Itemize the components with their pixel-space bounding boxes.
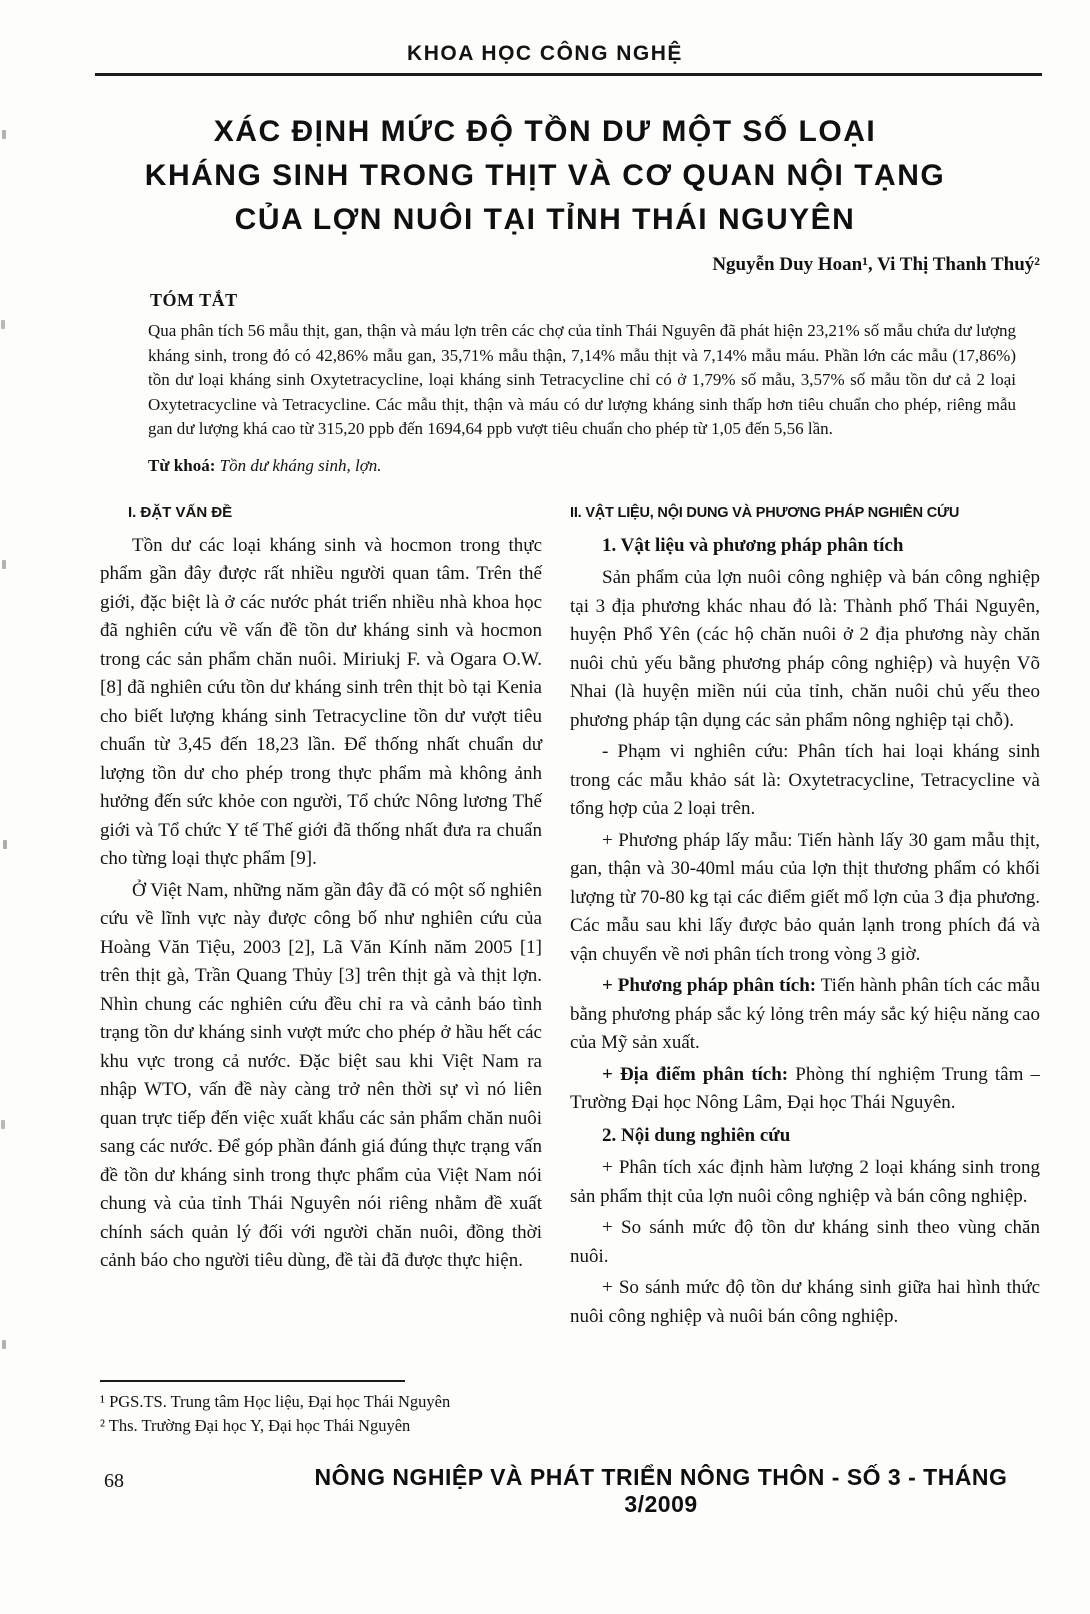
subsection-heading: 1. Vật liệu và phương pháp phân tích <box>602 534 904 556</box>
right-column <box>570 500 1040 1438</box>
title-line-2: KHÁNG SINH TRONG THỊT VÀ CƠ QUAN NỘI TẠNG <box>144 159 946 192</box>
paragraph <box>570 1061 1040 1118</box>
section-2-heading: II. VẬT LIỆU, NỘI DUNG VÀ PHƯƠNG PHÁP NGHIÊN CỨU <box>570 504 960 521</box>
footer-journal-title: NÔNG NGHIỆP VÀ PHÁT TRIỂN NÔNG THÔN - SỐ 3 - THÁNG 3/2009 <box>314 1464 1008 1517</box>
abstract-heading: TÓM TẮT <box>150 290 238 310</box>
subsection-heading: 2. Nội dung nghiên cứu <box>602 1124 791 1146</box>
footnote-block <box>100 1370 542 1438</box>
authors-line: Nguyễn Duy Hoan¹, Vi Thị Thanh Thuý² <box>712 254 1040 275</box>
abstract-body: Qua phân tích 56 mẫu thịt, gan, thận và máu lợn trên các chợ của tỉnh Thái Nguyên đã phát hiện 23,21% số mẫu chứa dư lượng kháng sinh, trong đó có 42,86% mẫu gan, 35,71% mẫu thận, 7,14% mẫu thịt và 7,14% mẫu máu. Phần lớn các mẫu (17,86%) tồn dư loại kháng sinh Oxytetracycline, loại kháng sinh Tetracycline chỉ có ở 1,79% số mẫu, 3,57% số mẫu tồn dư cả 2 loại Oxytetracycline và Tetracycline. Các mẫu thịt, thận và máu có dư lượng kháng sinh thấp hơn tiêu chuẩn cho phép, riêng mẫu gan dư lượng khá cao từ 315,20 ppb đến 1694,64 ppb vượt tiêu chuẩn cho phép từ 1,05 đến 5,56 lần. <box>148 321 1016 438</box>
footnote: ² Ths. Trường Đại học Y, Đại học Thái Nguyên <box>100 1415 411 1435</box>
footnote-rule <box>100 1380 405 1382</box>
title-line-3: CỦA LỢN NUÔI TẠI TỈNH THÁI NGUYÊN <box>234 203 856 236</box>
scan-artifact <box>2 130 6 139</box>
paragraph-lead: + Phương pháp phân tích: <box>602 975 817 996</box>
paragraph: + So sánh mức độ tồn dư kháng sinh theo vùng chăn nuôi. <box>570 1217 1040 1267</box>
article-title <box>70 110 1020 242</box>
section-1-heading: I. ĐẶT VẤN ĐỀ <box>128 503 233 521</box>
paragraph: Sản phẩm của lợn nuôi công nghiệp và bán công nghiệp tại 3 địa phương khác nhau đó là: Thành phố Thái Nguyên, huyện Phổ Yên (các hộ chăn nuôi ở 2 địa phương này chăn nuôi chủ yếu bằng phương pháp công nghiệp) và huyện Võ Nhai (là huyện miền núi của tỉnh, chăn nuôi chủ yếu theo phương pháp tận dụng các sản phẩm nông nghiệp tại chỗ). <box>570 567 1040 731</box>
paragraph: Tồn dư các loại kháng sinh và hocmon trong thực phẩm gần đây được rất nhiều người quan tâm. Trên thế giới, đặc biệt là ở các nước phát triển nhiều nhà khoa học đã nghiên cứu về vấn đề tồn dư kháng sinh và hocmon trong các sản phẩm chăn nuôi. Miriukj F. và Ogara O.W. [8] đã nghiên cứu tồn dư kháng sinh trên thịt bò tại Kenia cho biết lượng kháng sinh Tetracycline tồn dư vượt tiêu chuẩn từ 3,45 đến 18,23 lần. Để thống nhất chuẩn dư lượng tồn dư cho phép trong thực phẩm mà không ảnh hưởng đến sức khỏe con người, Tổ chức Nông lương Thế giới và Tổ chức Y tế Thế giới đã thống nhất đưa ra chuẩn cho từng loại thực phẩm [9]. <box>100 534 542 869</box>
keywords-value: Tồn dư kháng sinh, lợn. <box>219 455 382 475</box>
title-line-1: XÁC ĐỊNH MỨC ĐỘ TỒN DƯ MỘT SỐ LOẠI <box>213 115 877 148</box>
paragraph: + So sánh mức độ tồn dư kháng sinh giữa hai hình thức nuôi công nghiệp và nuôi bán công nghiệp. <box>570 1277 1040 1327</box>
paragraph: + Phương pháp lấy mẫu: Tiến hành lấy 30 gam mẫu thịt, gan, thận và 30-40ml máu của lợn thịt thương phẩm có khối lượng từ 70-80 kg tại các điểm giết mổ lợn của 3 địa phương. Các mẫu sau khi lấy được bảo quản lạnh trong phích đá và vận chuyển về nơi phân tích trong vòng 3 giờ. <box>570 829 1040 965</box>
paragraph <box>570 972 1040 1058</box>
paragraph: + Phân tích xác định hàm lượng 2 loại kháng sinh trong sản phẩm thịt của lợn nuôi công nghiệp và bán công nghiệp. <box>570 1157 1040 1207</box>
page-number: 68 <box>104 1470 124 1492</box>
paragraph-rest: Tiến hành phân tích các mẫu bằng phương pháp sắc ký lỏng trên máy sắc ký hiệu năng cao của Mỹ sản xuất. <box>570 975 1040 1053</box>
header-rule <box>95 73 1042 76</box>
two-column-body <box>100 500 1040 1438</box>
running-head: KHOA HỌC CÔNG NGHỆ <box>407 42 683 65</box>
paragraph-lead: + Địa điểm phân tích: <box>602 1063 789 1085</box>
page-footer <box>0 1462 1090 1517</box>
footnote: ¹ PGS.TS. Trung tâm Học liệu, Đại học Thái Nguyên <box>100 1391 451 1411</box>
paragraph: - Phạm vi nghiên cứu: Phân tích hai loại kháng sinh trong các mẫu khảo sát là: Oxytetracycline, Tetracycline và tổng hợp của 2 loại trên. <box>570 741 1040 819</box>
paragraph-rest: Phòng thí nghiệm Trung tâm – Trường Đại học Nông Lâm, Đại học Thái Nguyên. <box>570 1063 1040 1113</box>
paragraph: Ở Việt Nam, những năm gần đây đã có một số nghiên cứu về lĩnh vực này được công bố như nghiên cứu của Hoàng Văn Tiệu, 2003 [2], Lã Văn Kính năm 2005 [1] trên thịt gà, Trần Quang Thủy [3] trên thịt gà và thịt lợn. Nhìn chung các nghiên cứu đều chỉ ra và cảnh báo tình trạng tồn dư kháng sinh vượt mức cho phép ở hầu hết các khu vực trong cả nước. Đặc biệt sau khi Việt Nam ra nhập WTO, vấn đề này càng trở nên thời sự vì nó liên quan trực tiếp đến việc xuất khẩu các sản phẩm chăn nuôi sang các nước. Để góp phần đánh giá đúng thực trạng vấn đề tồn dư kháng sinh trong thực phẩm của Việt Nam nói chung và của tỉnh Thái Nguyên nói riêng nhằm đề xuất chính sách quản lý đối với người chăn nuôi, đồng thời cảnh báo cho người tiêu dùng, đề tài đã được thực hiện. <box>100 879 542 1271</box>
keywords-line <box>148 456 1016 476</box>
left-column <box>100 500 542 1438</box>
keywords-label: Từ khoá: <box>148 455 216 475</box>
